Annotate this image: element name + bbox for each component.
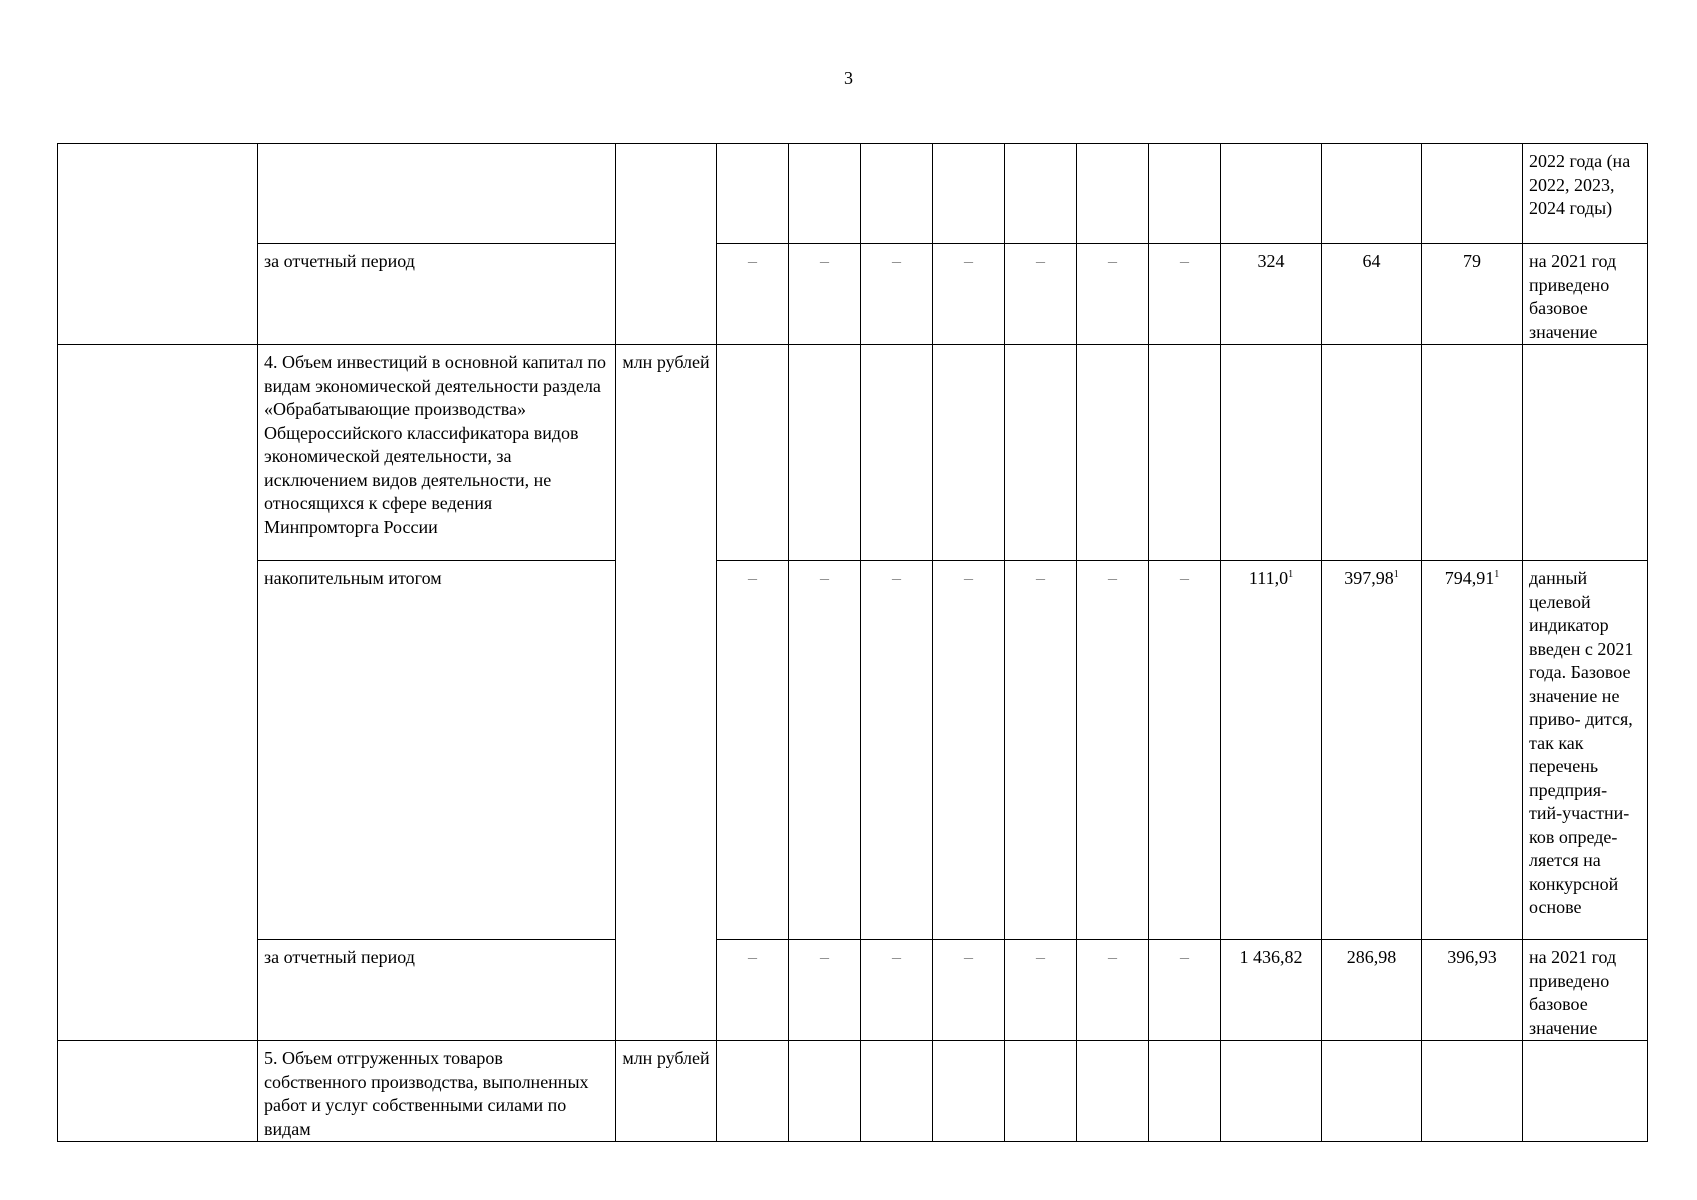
dash-cell: –: [861, 940, 933, 1041]
dash-cell: –: [1005, 940, 1077, 1041]
indicators-table: [57, 143, 1648, 1142]
value-cell: 286,98: [1322, 940, 1422, 1041]
dash-cell: –: [933, 561, 1005, 940]
dash-cell: –: [933, 244, 1005, 345]
empty-cell: [58, 144, 258, 345]
unit-cell: млн рублей: [616, 1041, 717, 1142]
table-row: [58, 345, 1648, 561]
dash-cell: –: [1149, 561, 1221, 940]
note-cell: на 2021 год приведено базовое значение: [1523, 244, 1648, 345]
dash-cell: –: [861, 244, 933, 345]
dash-cell: –: [1149, 940, 1221, 1041]
dash-cell: –: [1149, 244, 1221, 345]
value-cell: 324: [1221, 244, 1322, 345]
footnote-mark: 1: [1393, 569, 1399, 580]
table-row: [58, 244, 1648, 345]
row-label: 5. Объем отгруженных товаров собственного производства, выполненных работ и услуг собственными силами по видам: [258, 1041, 616, 1142]
dash-cell: –: [789, 940, 861, 1041]
row-label: [258, 144, 616, 244]
dash-cell: –: [1005, 244, 1077, 345]
value-cell: 64: [1322, 244, 1422, 345]
dash-cell: –: [933, 940, 1005, 1041]
value-cell: 111,0$^1$: [1221, 561, 1322, 940]
dash-cell: –: [1077, 940, 1149, 1041]
table-row: [58, 561, 1648, 940]
dash-cell: –: [717, 940, 789, 1041]
dash-cell: –: [1005, 561, 1077, 940]
empty-cell: [58, 345, 258, 1041]
row-label: накопительным итогом: [258, 561, 616, 940]
dash-cell: –: [789, 244, 861, 345]
value-cell: 396,93: [1422, 940, 1523, 1041]
footnote-mark: 1: [1494, 569, 1500, 580]
table-row: [58, 940, 1648, 1041]
note-cell: на 2021 год приведено базовое значение: [1523, 940, 1648, 1041]
dash-cell: –: [861, 561, 933, 940]
dash-cell: –: [717, 561, 789, 940]
value-cell: 794,91$^1$: [1422, 561, 1523, 940]
value-cell: 79: [1422, 244, 1523, 345]
row-label: за отчетный период: [258, 940, 616, 1041]
dash-cell: –: [789, 561, 861, 940]
value-cell: 397,98$^1$: [1322, 561, 1422, 940]
row-label: 4. Объем инвестиций в основной капитал по видам экономической деятельности раздела «Обрабатывающие производства» Общероссийского классификатора видов экономической деятельности, за исключением видов деятельности, не относящихся к сфере ведения Минпромторга России: [258, 345, 616, 561]
note-cell: данный целевой индикатор введен с 2021 года. Базовое значение не приво- дится, так как перечень предприя- тий-участни- ков опреде- ляется на конкурсной основе: [1523, 561, 1648, 940]
empty-cell: [58, 1041, 258, 1142]
footnote-mark: 1: [1288, 569, 1294, 580]
dash-cell: –: [717, 244, 789, 345]
value-cell: 1 436,82: [1221, 940, 1322, 1041]
table-row: [58, 1041, 1648, 1142]
unit-cell: [616, 144, 717, 345]
unit-cell: млн рублей: [616, 345, 717, 1041]
note-cell: 2022 года (на 2022, 2023, 2024 годы): [1523, 144, 1648, 244]
page-number: 3: [844, 68, 853, 88]
row-label: за отчетный период: [258, 244, 616, 345]
dash-cell: –: [1077, 244, 1149, 345]
table-row: [58, 144, 1648, 244]
dash-cell: –: [1077, 561, 1149, 940]
